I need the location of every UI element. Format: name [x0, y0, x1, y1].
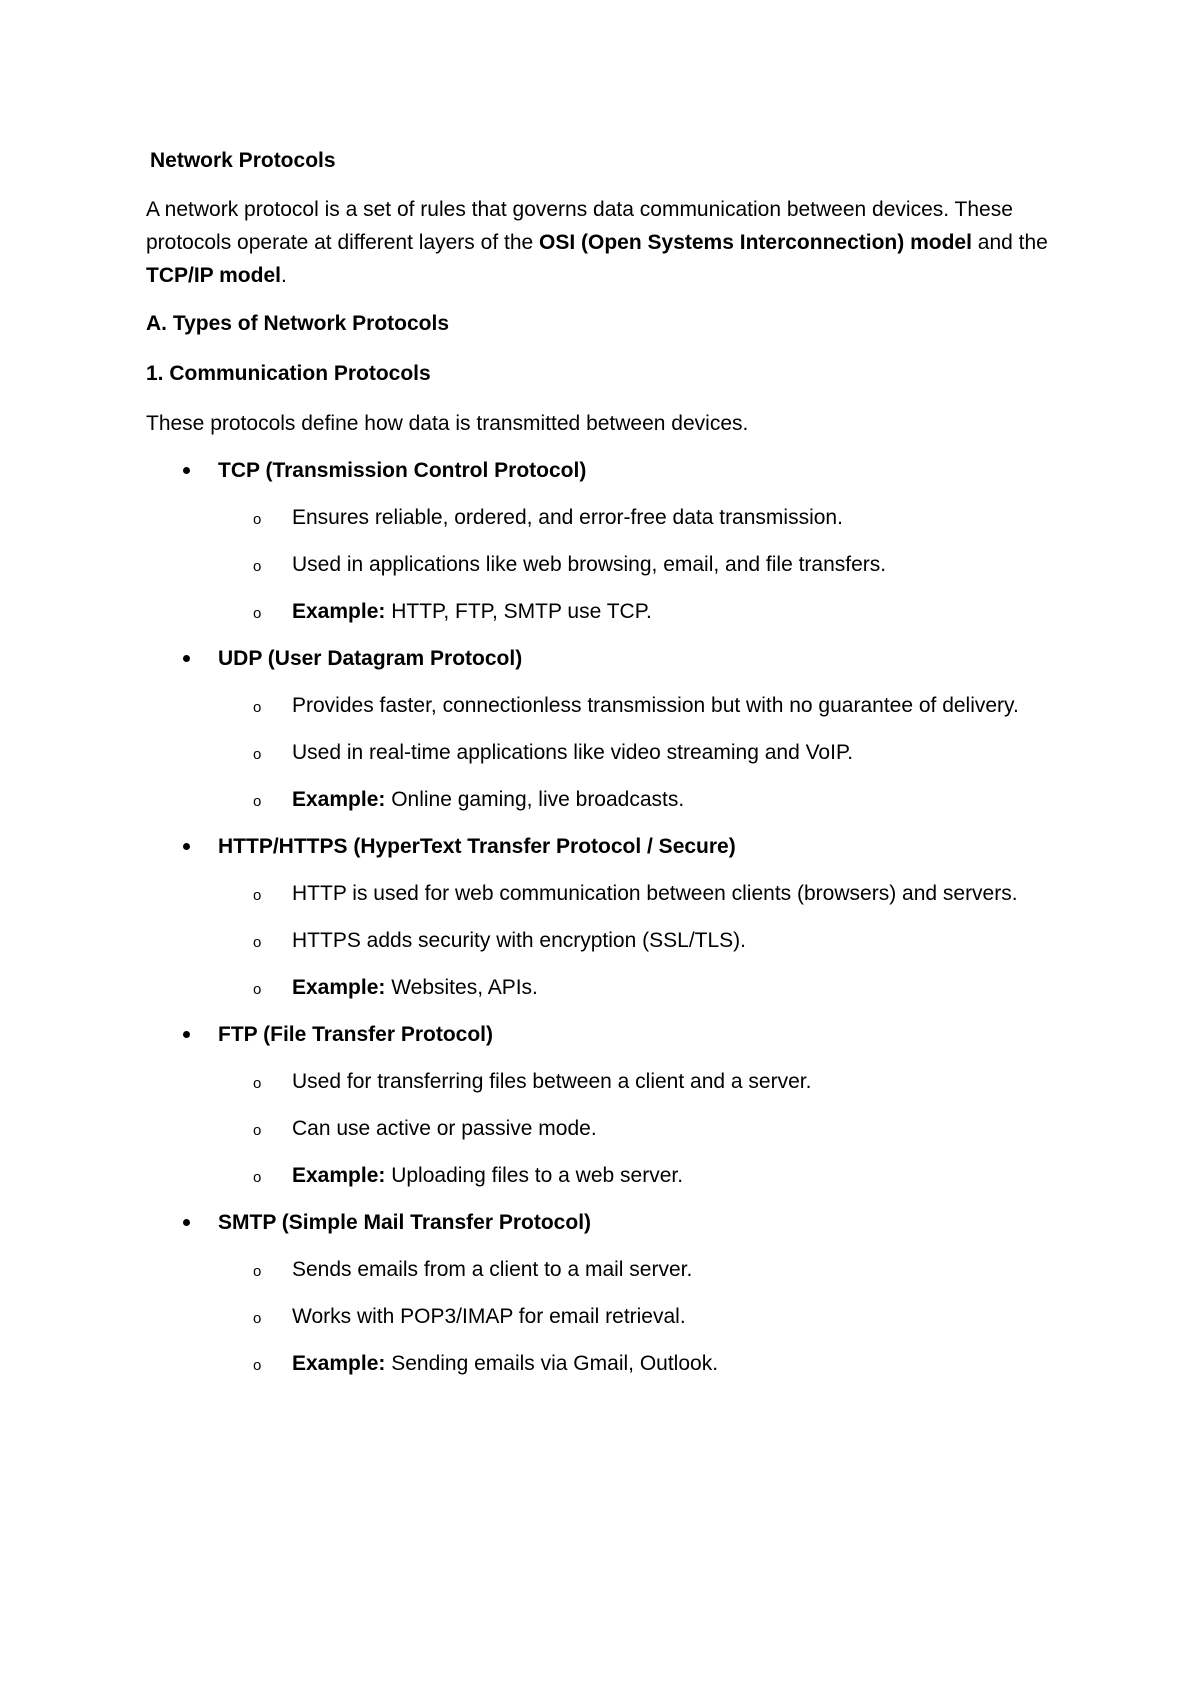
- list-item: [218, 877, 1076, 910]
- protocol-name: FTP (File Transfer Protocol): [218, 1023, 493, 1046]
- sub-bullet-icon: o: [253, 1310, 262, 1327]
- example-text: Uploading files to a web server.: [385, 1164, 684, 1187]
- example-text: HTTP, FTP, SMTP use TCP.: [385, 600, 652, 623]
- list-item: [218, 501, 1076, 534]
- list-item: [218, 736, 1076, 769]
- example-text: Online gaming, live broadcasts.: [385, 788, 685, 811]
- point-text: Works with POP3/IMAP for email retrieval.: [292, 1305, 686, 1328]
- example-label: Example:: [292, 788, 386, 811]
- list-item: [218, 1253, 1076, 1286]
- point-text: Used for transferring files between a client and a server.: [292, 1070, 812, 1093]
- example-label: Example:: [292, 976, 386, 999]
- sub-bullet-icon: o: [253, 793, 262, 810]
- point-text: Sends emails from a client to a mail server.: [292, 1258, 693, 1281]
- sub-bullet-icon: o: [253, 1122, 262, 1139]
- section-heading: A. Types of Network Protocols: [146, 312, 449, 335]
- sub-bullet-icon: o: [253, 981, 262, 998]
- sub-bullet-icon: o: [253, 558, 262, 575]
- intro-text-1: A network protocol is a set of rules that governs data communication between devices. These protocols operate at different layers of the: [146, 198, 1013, 254]
- list-item: [218, 1300, 1076, 1333]
- point-text: Used in applications like web browsing, email, and file transfers.: [292, 553, 887, 576]
- list-item: [218, 1065, 1076, 1098]
- bullet-icon: [183, 1031, 190, 1038]
- sub-bullet-icon: o: [253, 1357, 262, 1374]
- protocol-item-tcp: [146, 454, 1076, 628]
- sub-bullet-icon: o: [253, 887, 262, 904]
- protocol-points: [218, 689, 1076, 816]
- intro-bold-tcpip: TCP/IP model: [146, 264, 281, 287]
- list-item: [218, 1159, 1076, 1192]
- protocol-item-smtp: [146, 1206, 1076, 1380]
- intro-bold-osi: OSI (Open Systems Interconnection) model: [539, 231, 972, 254]
- sub-bullet-icon: o: [253, 1263, 262, 1280]
- list-item: [218, 971, 1076, 1004]
- list-item: [218, 783, 1076, 816]
- list-item: [218, 1112, 1076, 1145]
- subsection-description: These protocols define how data is transmitted between devices.: [146, 412, 749, 435]
- sub-bullet-icon: o: [253, 699, 262, 716]
- list-item: [218, 548, 1076, 581]
- bullet-icon: [183, 655, 190, 662]
- example-label: Example:: [292, 1352, 386, 1375]
- bullet-icon: [183, 467, 190, 474]
- sub-bullet-icon: o: [253, 746, 262, 763]
- protocol-name: TCP (Transmission Control Protocol): [218, 459, 587, 482]
- sub-bullet-icon: o: [253, 1075, 262, 1092]
- intro-text-2: and the: [971, 231, 1048, 254]
- example-text: Sending emails via Gmail, Outlook.: [385, 1352, 719, 1375]
- example-text: Websites, APIs.: [385, 976, 538, 999]
- list-item: [218, 689, 1076, 722]
- protocol-name: HTTP/HTTPS (HyperText Transfer Protocol / Secure): [218, 835, 736, 858]
- list-item: [218, 924, 1076, 957]
- intro-paragraph: [146, 193, 1076, 292]
- protocol-item-udp: [146, 642, 1076, 816]
- point-text: HTTPS adds security with encryption (SSL/TLS).: [292, 929, 746, 952]
- sub-bullet-icon: o: [253, 605, 262, 622]
- protocol-points: [218, 1065, 1076, 1192]
- sub-bullet-icon: o: [253, 934, 262, 951]
- point-text: HTTP is used for web communication between clients (browsers) and servers.: [292, 882, 1018, 905]
- example-label: Example:: [292, 1164, 386, 1187]
- intro-text-3: .: [280, 264, 287, 287]
- list-item: [218, 1347, 1076, 1380]
- document-page: [146, 140, 1076, 1380]
- point-text: Can use active or passive mode.: [292, 1117, 597, 1140]
- point-text: Used in real-time applications like video streaming and VoIP.: [292, 741, 854, 764]
- bullet-icon: [183, 1219, 190, 1226]
- protocol-name: SMTP (Simple Mail Transfer Protocol): [218, 1211, 592, 1234]
- list-item: [218, 595, 1076, 628]
- point-text: Provides faster, connectionless transmission but with no guarantee of delivery.: [292, 694, 1019, 717]
- sub-bullet-icon: o: [253, 511, 262, 528]
- document-title: Network Protocols: [150, 149, 336, 172]
- protocol-item-ftp: [146, 1018, 1076, 1192]
- protocol-points: [218, 501, 1076, 628]
- protocol-list: [146, 454, 1076, 1380]
- subsection-heading: 1. Communication Protocols: [146, 362, 431, 385]
- bullet-icon: [183, 843, 190, 850]
- example-label: Example:: [292, 600, 386, 623]
- protocol-item-http: [146, 830, 1076, 1004]
- protocol-points: [218, 1253, 1076, 1380]
- sub-bullet-icon: o: [253, 1169, 262, 1186]
- protocol-points: [218, 877, 1076, 1004]
- protocol-name: UDP (User Datagram Protocol): [218, 647, 523, 670]
- point-text: Ensures reliable, ordered, and error-free data transmission.: [292, 506, 843, 529]
